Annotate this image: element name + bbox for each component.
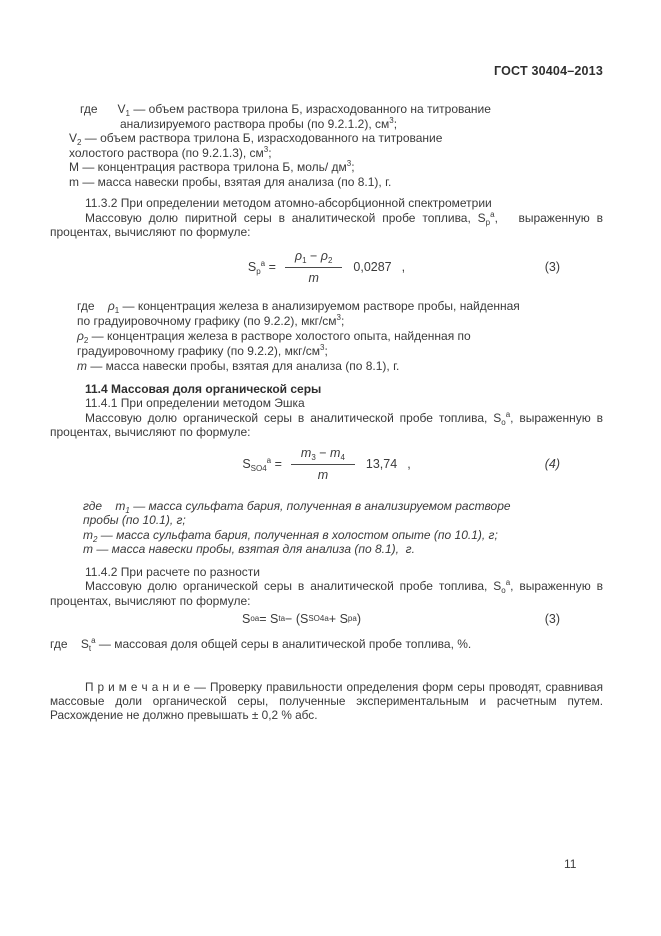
section-heading: 11.3.2 При определении методом атомно-абсорбционной спектрометрии	[85, 196, 492, 210]
fraction-denominator: m	[317, 467, 329, 482]
definition-line: где $S_t^а$ — массовая доля общей серы в аналитической пробе топлива, %.	[50, 636, 472, 654]
formula-4	[50, 440, 603, 489]
paragraph-line: Массовую долю органической серы в аналитической пробе топлива, $S_о^а$, выраженную в	[85, 578, 603, 596]
section-11-4	[50, 382, 603, 440]
definition-line: $V_2$ — объем раствора трилона Б, израсходованного на титрование	[69, 131, 443, 147]
section-heading: 11.4.2 При расчете по разности	[85, 564, 260, 579]
formula-factor: 13,74	[365, 457, 398, 471]
fraction	[285, 249, 343, 286]
note-line: массовые доли органической серы, полученные экспериментальным и расчетным путем.	[50, 694, 603, 709]
formula-5	[50, 610, 603, 628]
definition-list-trilon	[50, 102, 603, 189]
section-heading-bold: 11.4 Массовая доля органической серы	[85, 381, 322, 396]
paragraph-line: процентах, вычисляют по формуле:	[50, 425, 251, 439]
fraction-numerator: $\rho_1 - \rho_2$	[285, 249, 343, 268]
section-subheading: 11.4.1 При определении методом Эшка	[85, 396, 305, 410]
definition-line: градуировочному графику (по 9.2.2), мкг/$см^3$;	[77, 342, 328, 358]
definition-list-rho	[50, 299, 603, 374]
formula-expression	[242, 446, 410, 483]
formula-3	[50, 243, 603, 292]
definition-line: $m_2$ — масса сульфата бария, полученная в холостом опыте (по 10.1), г;	[83, 527, 498, 544]
paragraph-line: Массовую долю пиритной серы в аналитической пробе топлива, $S_p^а$, выраженную в	[85, 209, 603, 227]
note-paragraph	[50, 680, 603, 722]
formula-number: (3)	[544, 612, 560, 627]
formula-lhs: $S_{SO4}^а$ =	[242, 456, 282, 473]
note-line: П р и м е ч а н и е — Проверку правильности определения форм серы проводят, сравнивая	[85, 680, 603, 695]
definition-list-barium	[50, 499, 603, 557]
definition-line: где $\rho_1$ — концентрация железа в анализируемом растворе пробы, найденная	[77, 298, 520, 315]
paragraph-line: процентах, вычисляют по формуле:	[50, 593, 251, 608]
definition-line: по градуировочному графику (по 9.2.2), мкг/$см^3$;	[77, 312, 345, 328]
definition-line: где $V_1$ — объем раствора трилона Б, израсходованного на титрование	[80, 102, 491, 118]
definition-line: $\rho_2$ — концентрация железа в растворе холостого опыта, найденная по	[77, 328, 471, 345]
definition-line: m — масса навески пробы, взятая для анализа (по 8.1), г.	[77, 358, 400, 373]
formula-number: (3)	[544, 260, 560, 274]
formula-expression: S о а = S t а − (S SO4 а + S p а )	[241, 612, 361, 627]
formula-comma: ,	[401, 260, 406, 274]
definition-line: m — масса навески пробы, взятая для анализа (по 8.1), г.	[83, 542, 415, 557]
formula-expression	[248, 249, 405, 286]
paragraph-line: процентах, вычисляют по формуле:	[50, 225, 251, 239]
formula-number: (4)	[544, 457, 560, 471]
section-11-4-2	[50, 565, 603, 609]
section-11-3-2	[50, 196, 603, 240]
document-header-code: ГОСТ 30404–2013	[494, 64, 603, 78]
definition-list-total-sulfur	[50, 637, 603, 652]
definition-line: М — концентрация раствора трилона Б, моль/ $дм^3$;	[69, 159, 355, 174]
formula-lhs: $S_p^а$ =	[247, 259, 276, 276]
note-line: Расхождение не должно превышать ± 0,2 % абс.	[50, 708, 318, 723]
definition-line: анализируемого раствора пробы (по 9.2.1.2), $см^3$;	[120, 115, 398, 131]
fraction	[291, 446, 355, 483]
formula-comma: ,	[407, 457, 411, 471]
fraction-numerator: $m_3 - m_4$	[291, 446, 355, 465]
definition-line: m — масса навески пробы, взятая для анализа (по 8.1), г.	[69, 174, 392, 189]
paragraph-line: Массовую долю органической серы в аналитической пробе топлива, $S_о^а$, выраженную в	[85, 409, 603, 427]
definition-line: где $m_1$ — масса сульфата бария, полученная в анализируемом растворе	[83, 498, 511, 515]
page-number: 11	[564, 857, 577, 871]
formula-factor: 0,0287	[353, 260, 392, 274]
definition-line: пробы (по 10.1), г;	[83, 513, 186, 528]
fraction-denominator: m	[308, 270, 319, 285]
definition-line: холостого раствора (по 9.2.1.3), $см^3$;	[69, 144, 272, 160]
